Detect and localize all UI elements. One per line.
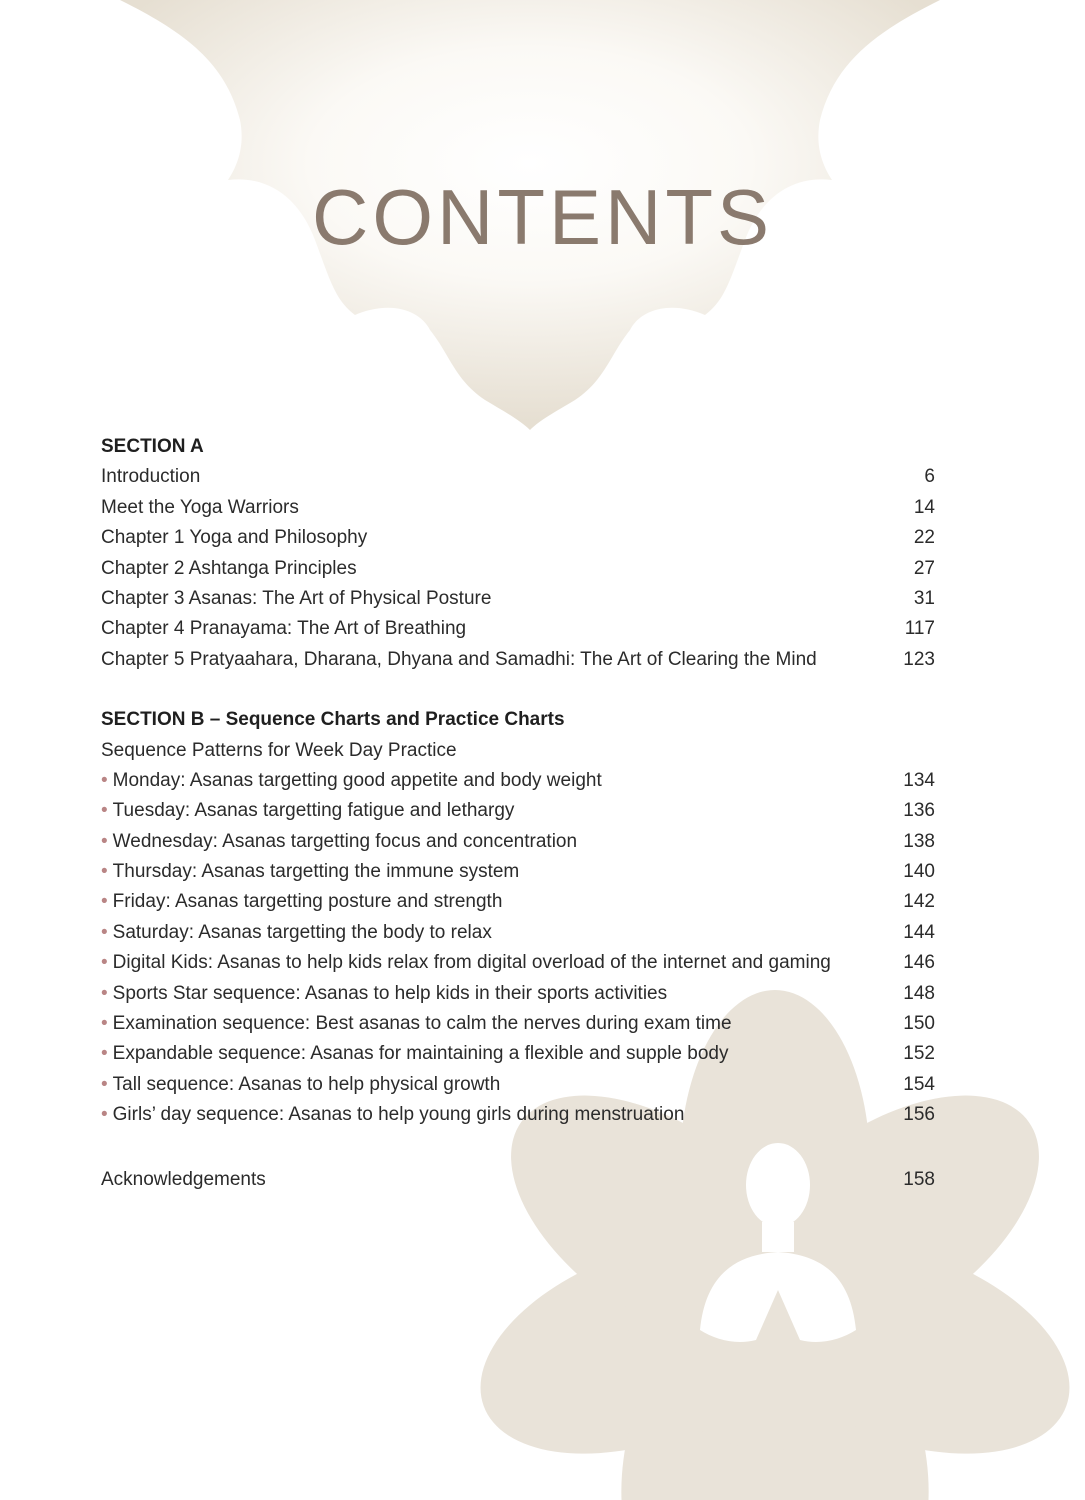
toc-entry[interactable] <box>101 1039 935 1069</box>
bullet-icon: • <box>101 830 108 852</box>
toc-entry-page: 150 <box>903 1013 935 1035</box>
section-b-subheading: Sequence Patterns for Week Day Practice <box>101 739 457 761</box>
toc-entry[interactable] <box>101 493 935 523</box>
toc-entry-label: Tall sequence: Asanas to help physical growth <box>112 1073 501 1095</box>
toc-entry-page: 148 <box>903 982 935 1004</box>
toc-entry-page: 152 <box>903 1043 935 1065</box>
toc-entry-label: Expandable sequence: Asanas for maintaining a flexible and supple body <box>112 1043 729 1065</box>
toc-entry-label: Digital Kids: Asanas to help kids relax from digital overload of the internet and gaming <box>112 952 831 974</box>
bullet-icon: • <box>101 921 108 943</box>
toc-entry-page: 31 <box>913 587 935 609</box>
toc-entry[interactable] <box>101 857 935 887</box>
toc-entry-page: 123 <box>903 648 935 670</box>
toc-entry-page: 136 <box>903 800 935 822</box>
bullet-icon: • <box>101 1013 108 1035</box>
toc-entry[interactable] <box>101 827 935 857</box>
toc-entry[interactable] <box>101 918 935 948</box>
toc-entry-page: 14 <box>913 496 935 518</box>
bullet-icon: • <box>101 952 108 974</box>
toc-entry-label: Chapter 3 Asanas: The Art of Physical Posture <box>101 587 492 609</box>
toc-entry-page: 156 <box>903 1104 935 1126</box>
spacer <box>101 675 935 705</box>
toc-entry-label: Girls’ day sequence: Asanas to help young girls during menstruation <box>112 1104 685 1126</box>
toc-entry[interactable] <box>101 979 935 1009</box>
toc-entry[interactable] <box>101 948 935 978</box>
toc-entry-page: 146 <box>903 952 935 974</box>
page-title: CONTENTS <box>312 173 773 261</box>
toc-entry-page: 138 <box>903 830 935 852</box>
toc-entry[interactable] <box>101 1100 935 1130</box>
bullet-icon: • <box>101 861 108 883</box>
toc-entry-label: Tuesday: Asanas targetting fatigue and lethargy <box>112 800 515 822</box>
bullet-icon: • <box>101 1104 108 1126</box>
toc-entry-label: Chapter 5 Pratyaahara, Dharana, Dhyana and Samadhi: The Art of Clearing the Mind <box>101 648 817 670</box>
toc-entry-label: Saturday: Asanas targetting the body to relax <box>112 921 492 943</box>
toc-entry[interactable] <box>101 523 935 553</box>
toc-entry-label: Chapter 2 Ashtanga Principles <box>101 557 357 579</box>
spacer <box>101 1131 935 1165</box>
toc-entry[interactable] <box>101 645 935 675</box>
bullet-icon: • <box>101 982 108 1004</box>
toc-entry-page: 140 <box>903 861 935 883</box>
toc-entry-page: 158 <box>903 1168 935 1190</box>
toc-entry[interactable] <box>101 584 935 614</box>
toc-entry-label: Acknowledgements <box>101 1168 266 1190</box>
toc-entry[interactable] <box>101 796 935 826</box>
table-of-contents <box>101 432 935 1195</box>
section-a-heading: SECTION A <box>101 436 204 457</box>
toc-entry-label: Chapter 1 Yoga and Philosophy <box>101 527 368 549</box>
toc-entry-page: 6 <box>924 466 935 488</box>
toc-entry-label: Examination sequence: Best asanas to calm the nerves during exam time <box>112 1013 732 1035</box>
toc-entry-label: Chapter 4 Pranayama: The Art of Breathing <box>101 618 467 640</box>
toc-entry[interactable] <box>101 554 935 584</box>
toc-entry-label: Introduction <box>101 466 201 488</box>
toc-entry-acknowledgements[interactable] <box>101 1165 935 1195</box>
toc-entry-page: 134 <box>903 769 935 791</box>
toc-entry-page: 117 <box>904 618 935 640</box>
bullet-icon: • <box>101 1073 108 1095</box>
toc-entry-page: 142 <box>903 891 935 913</box>
toc-entry[interactable] <box>101 887 935 917</box>
bullet-icon: • <box>101 800 108 822</box>
bullet-icon: • <box>101 769 108 791</box>
bullet-icon: • <box>101 891 108 913</box>
toc-entry[interactable] <box>101 1009 935 1039</box>
toc-entry-label: Sports Star sequence: Asanas to help kids in their sports activities <box>112 982 668 1004</box>
toc-entry-label: Wednesday: Asanas targetting focus and concentration <box>112 830 578 852</box>
toc-entry[interactable] <box>101 1070 935 1100</box>
toc-entry[interactable] <box>101 614 935 644</box>
toc-entry-page: 154 <box>903 1073 935 1095</box>
toc-entry-page: 22 <box>913 527 935 549</box>
toc-entry-page: 144 <box>903 921 935 943</box>
toc-entry-label: Monday: Asanas targetting good appetite and body weight <box>112 769 602 791</box>
toc-entry-label: Thursday: Asanas targetting the immune system <box>112 861 520 883</box>
section-b-heading: SECTION B – Sequence Charts and Practice Charts <box>101 709 565 731</box>
bullet-icon: • <box>101 1043 108 1065</box>
toc-entry-page: 27 <box>913 557 935 579</box>
toc-entry[interactable] <box>101 766 935 796</box>
toc-entry[interactable] <box>101 462 935 492</box>
toc-entry-label: Meet the Yoga Warriors <box>101 496 299 518</box>
toc-entry-label: Friday: Asanas targetting posture and strength <box>112 891 503 913</box>
